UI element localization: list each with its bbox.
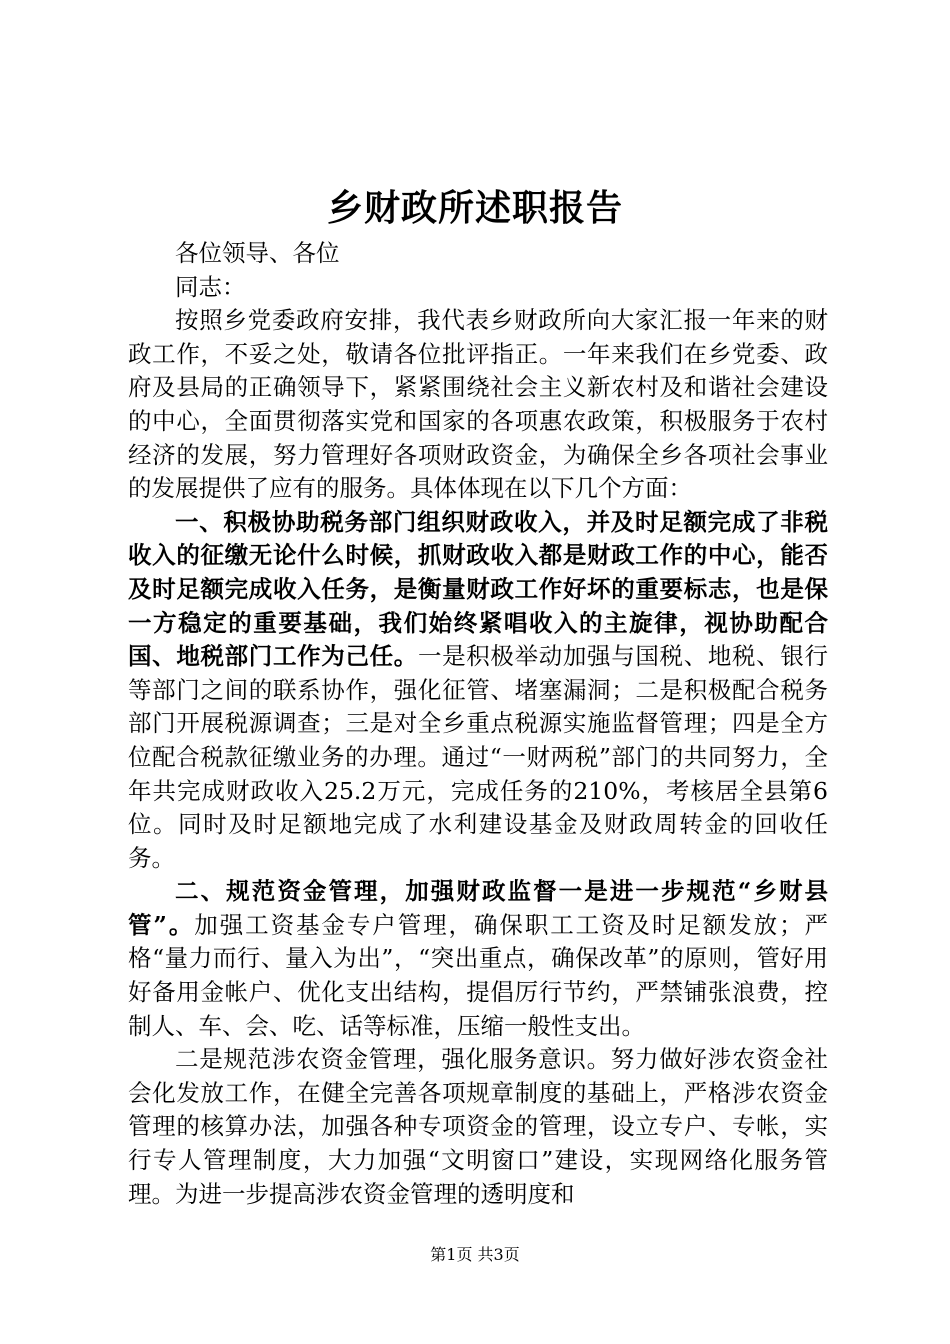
page-footer: 第1页 共3页	[430, 1245, 520, 1264]
section-2-point-2-paragraph: 二是规范涉农资金管理，强化服务意识。努力做好涉农资金社会化发放工作，在健全完善各项规章制度的基础上，严格涉农资金管理的核算办法，加强各种专项资金的管理，设立专户、专帐，实行专人管理制度，大力加强“文明窗口”建设，实现网络化服务管理。为进一步提高涉农资金管理的透明度和	[128, 1045, 828, 1208]
section-1-body: 一是积极举动加强与国税、地税、银行等部门之间的联系协作，强化征管、堵塞漏洞；二是积极配合税务部门开展税源调查；三是对全乡重点税源实施监督管理；四是全方位配合税款征缴业务的办理。通过“一财两税”部门的共同努力，全年共完成财政收入25.2万元，完成任务的210%，考核居全县第6位。同时及时足额地完成了水利建设基金及财政周转金的回收任务。	[128, 642, 829, 872]
section-1-heading: 一、积极协助税务部门组织财政收入，并及时足额完成了非税收入的征缴无论什么时候，抓财政收入都是财政工作的中心，能否及时足额完成收入任务，是衡量财政工作好坏的重要标志，也是保一方稳定的重要基础，我们始终紧唱收入的主旋律，视协助配合国、地税部门工作为己任。	[128, 507, 828, 671]
section-2-paragraph	[128, 875, 828, 1043]
salutation-line-2: 同志：	[175, 272, 246, 301]
section-1-paragraph	[128, 506, 828, 876]
document-body	[128, 237, 828, 1211]
section-2-body: 加强工资基金专户管理，确保职工工资及时足额发放；严格“量力而行、量入为出”，“突出重点，确保改革”的原则，管好用好备用金帐户、优化支出结构，提倡厉行节约，严禁铺张浪费，控制人、车、会、吃、话等标准，压缩一般性支出。	[128, 910, 828, 1040]
intro-paragraph: 按照乡党委政府安排，我代表乡财政所向大家汇报一年来的财政工作，不妥之处，敬请各位批评指正。一年来我们在乡党委、政府及县局的正确领导下，紧紧围绕社会主义新农村及和谐社会建设的中心，全面贯彻落实党和国家的各项惠农政策，积极服务于农村经济的发展，努力管理好各项财政资金，为确保全乡各项社会事业的发展提供了应有的服务。具体体现在以下几个方面：	[128, 306, 828, 503]
section-2-heading: 二、规范资金管理，加强财政监督一是进一步规范“乡财县管”。	[128, 877, 828, 939]
page-title: 乡财政所述职报告	[326, 187, 623, 229]
salutation-line-1: 各位领导、各位	[175, 239, 340, 267]
